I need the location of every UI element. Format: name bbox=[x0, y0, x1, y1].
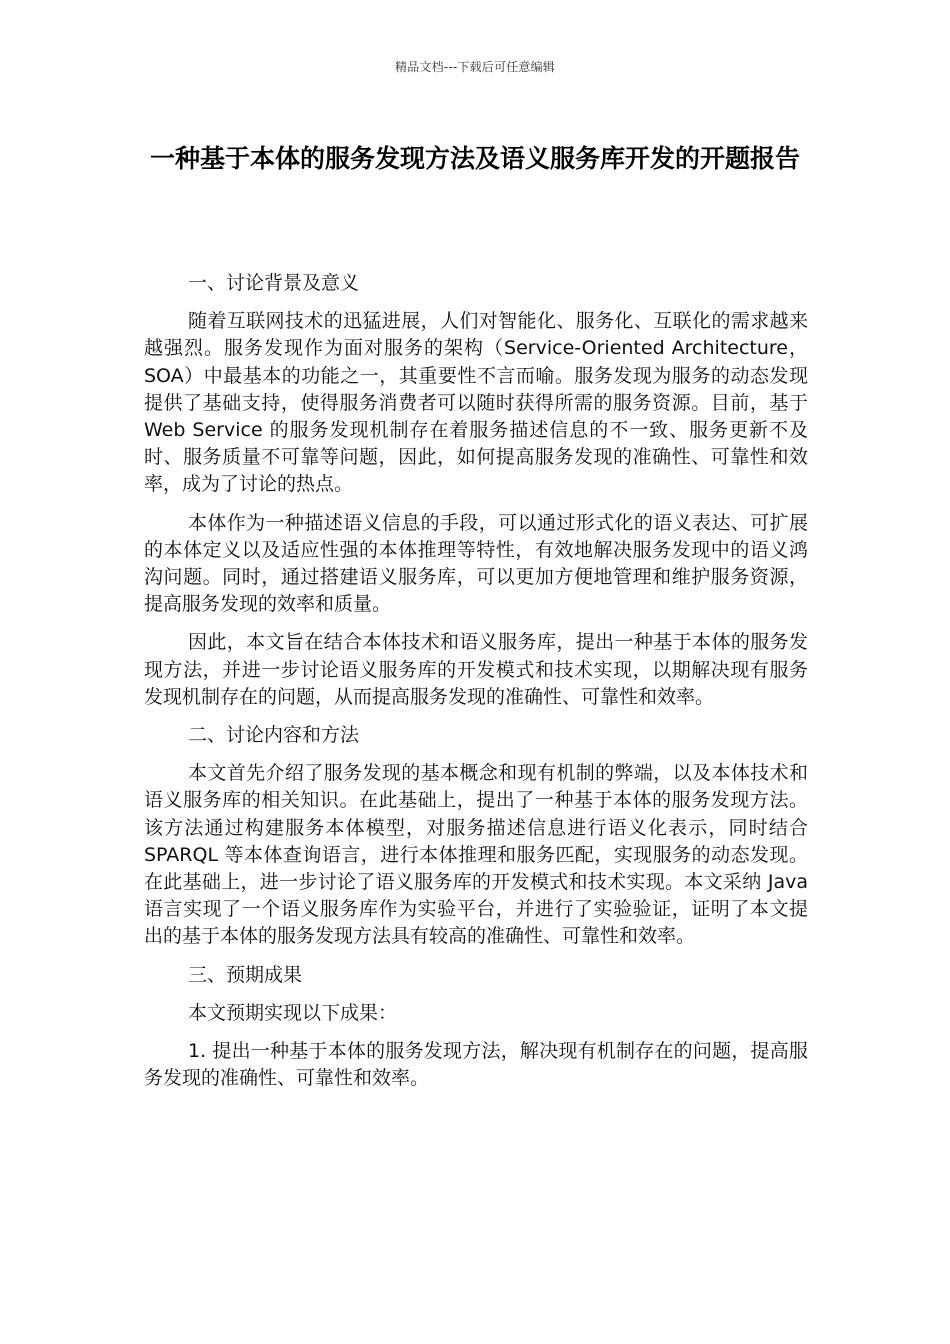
section-heading: 三、预期成果 bbox=[188, 963, 303, 986]
list-item: 1. 提出一种基于本体的服务发现方法，解决现有机制存在的问题，提高服务发现的准确性、可靠性和效率。 bbox=[144, 1040, 808, 1090]
paragraph: 本文预期实现以下成果： bbox=[188, 1001, 398, 1024]
document-body bbox=[144, 270, 808, 1103]
document-title: 一种基于本体的服务发现方法及语义服务库开发的开题报告 bbox=[149, 144, 800, 173]
paragraph: 随着互联网技术的迅猛进展，人们对智能化、服务化、互联化的需求越来越强烈。服务发现作为面对服务的架构（Service-Oriented Architecture，SOA）中最基本的功能之一，其重要性不言而喻。服务发现为服务的动态发现提供了基础支持，使得服务消费者可以随时获得所需的服务资源。目前，基于 Web Service 的服务发现机制存在着服务描述信息的不一致、服务更新不及时、服务质量不可靠等问题，因此，如何提高服务发现的准确性、可靠性和效率，成为了讨论的热点。 bbox=[144, 310, 808, 496]
section-heading: 一、讨论背景及意义 bbox=[188, 272, 360, 294]
paragraph: 本体作为一种描述语义信息的手段，可以通过形式化的语义表达、可扩展的本体定义以及适应性强的本体推理等特性，有效地解决服务发现中的语义鸿沟问题。同时，通过搭建语义服务库，可以更加方便地管理和维护服务资源，提高服务发现的效率和质量。 bbox=[144, 511, 808, 616]
section-heading: 二、讨论内容和方法 bbox=[188, 724, 360, 747]
paragraph: 因此，本文旨在结合本体技术和语义服务库，提出一种基于本体的服务发现方法，并进一步讨论语义服务库的开发模式和技术实现，以期解决现有服务发现机制存在的问题，从而提高服务发现的准确性、可靠性和效率。 bbox=[144, 631, 808, 708]
paragraph: 本文首先介绍了服务发现的基本概念和现有机制的弊端，以及本体技术和语义服务库的相关知识。在此基础上，提出了一种基于本体的服务发现方法。该方法通过构建服务本体模型，对服务描述信息进行语义化表示，同时结合 SPARQL 等本体查询语言，进行本体推理和服务匹配，实现服务的动态发现。在此基础上，进一步讨论了语义服务库的开发模式和技术实现。本文采纳 Java 语言实现了一个语义服务库作为实验平台，并进行了实验验证，证明了本文提出的基于本体的服务发现方法具有较高的准确性、可靠性和效率。 bbox=[144, 762, 808, 948]
page-header: 精品文档---下载后可任意编辑 bbox=[395, 60, 555, 74]
